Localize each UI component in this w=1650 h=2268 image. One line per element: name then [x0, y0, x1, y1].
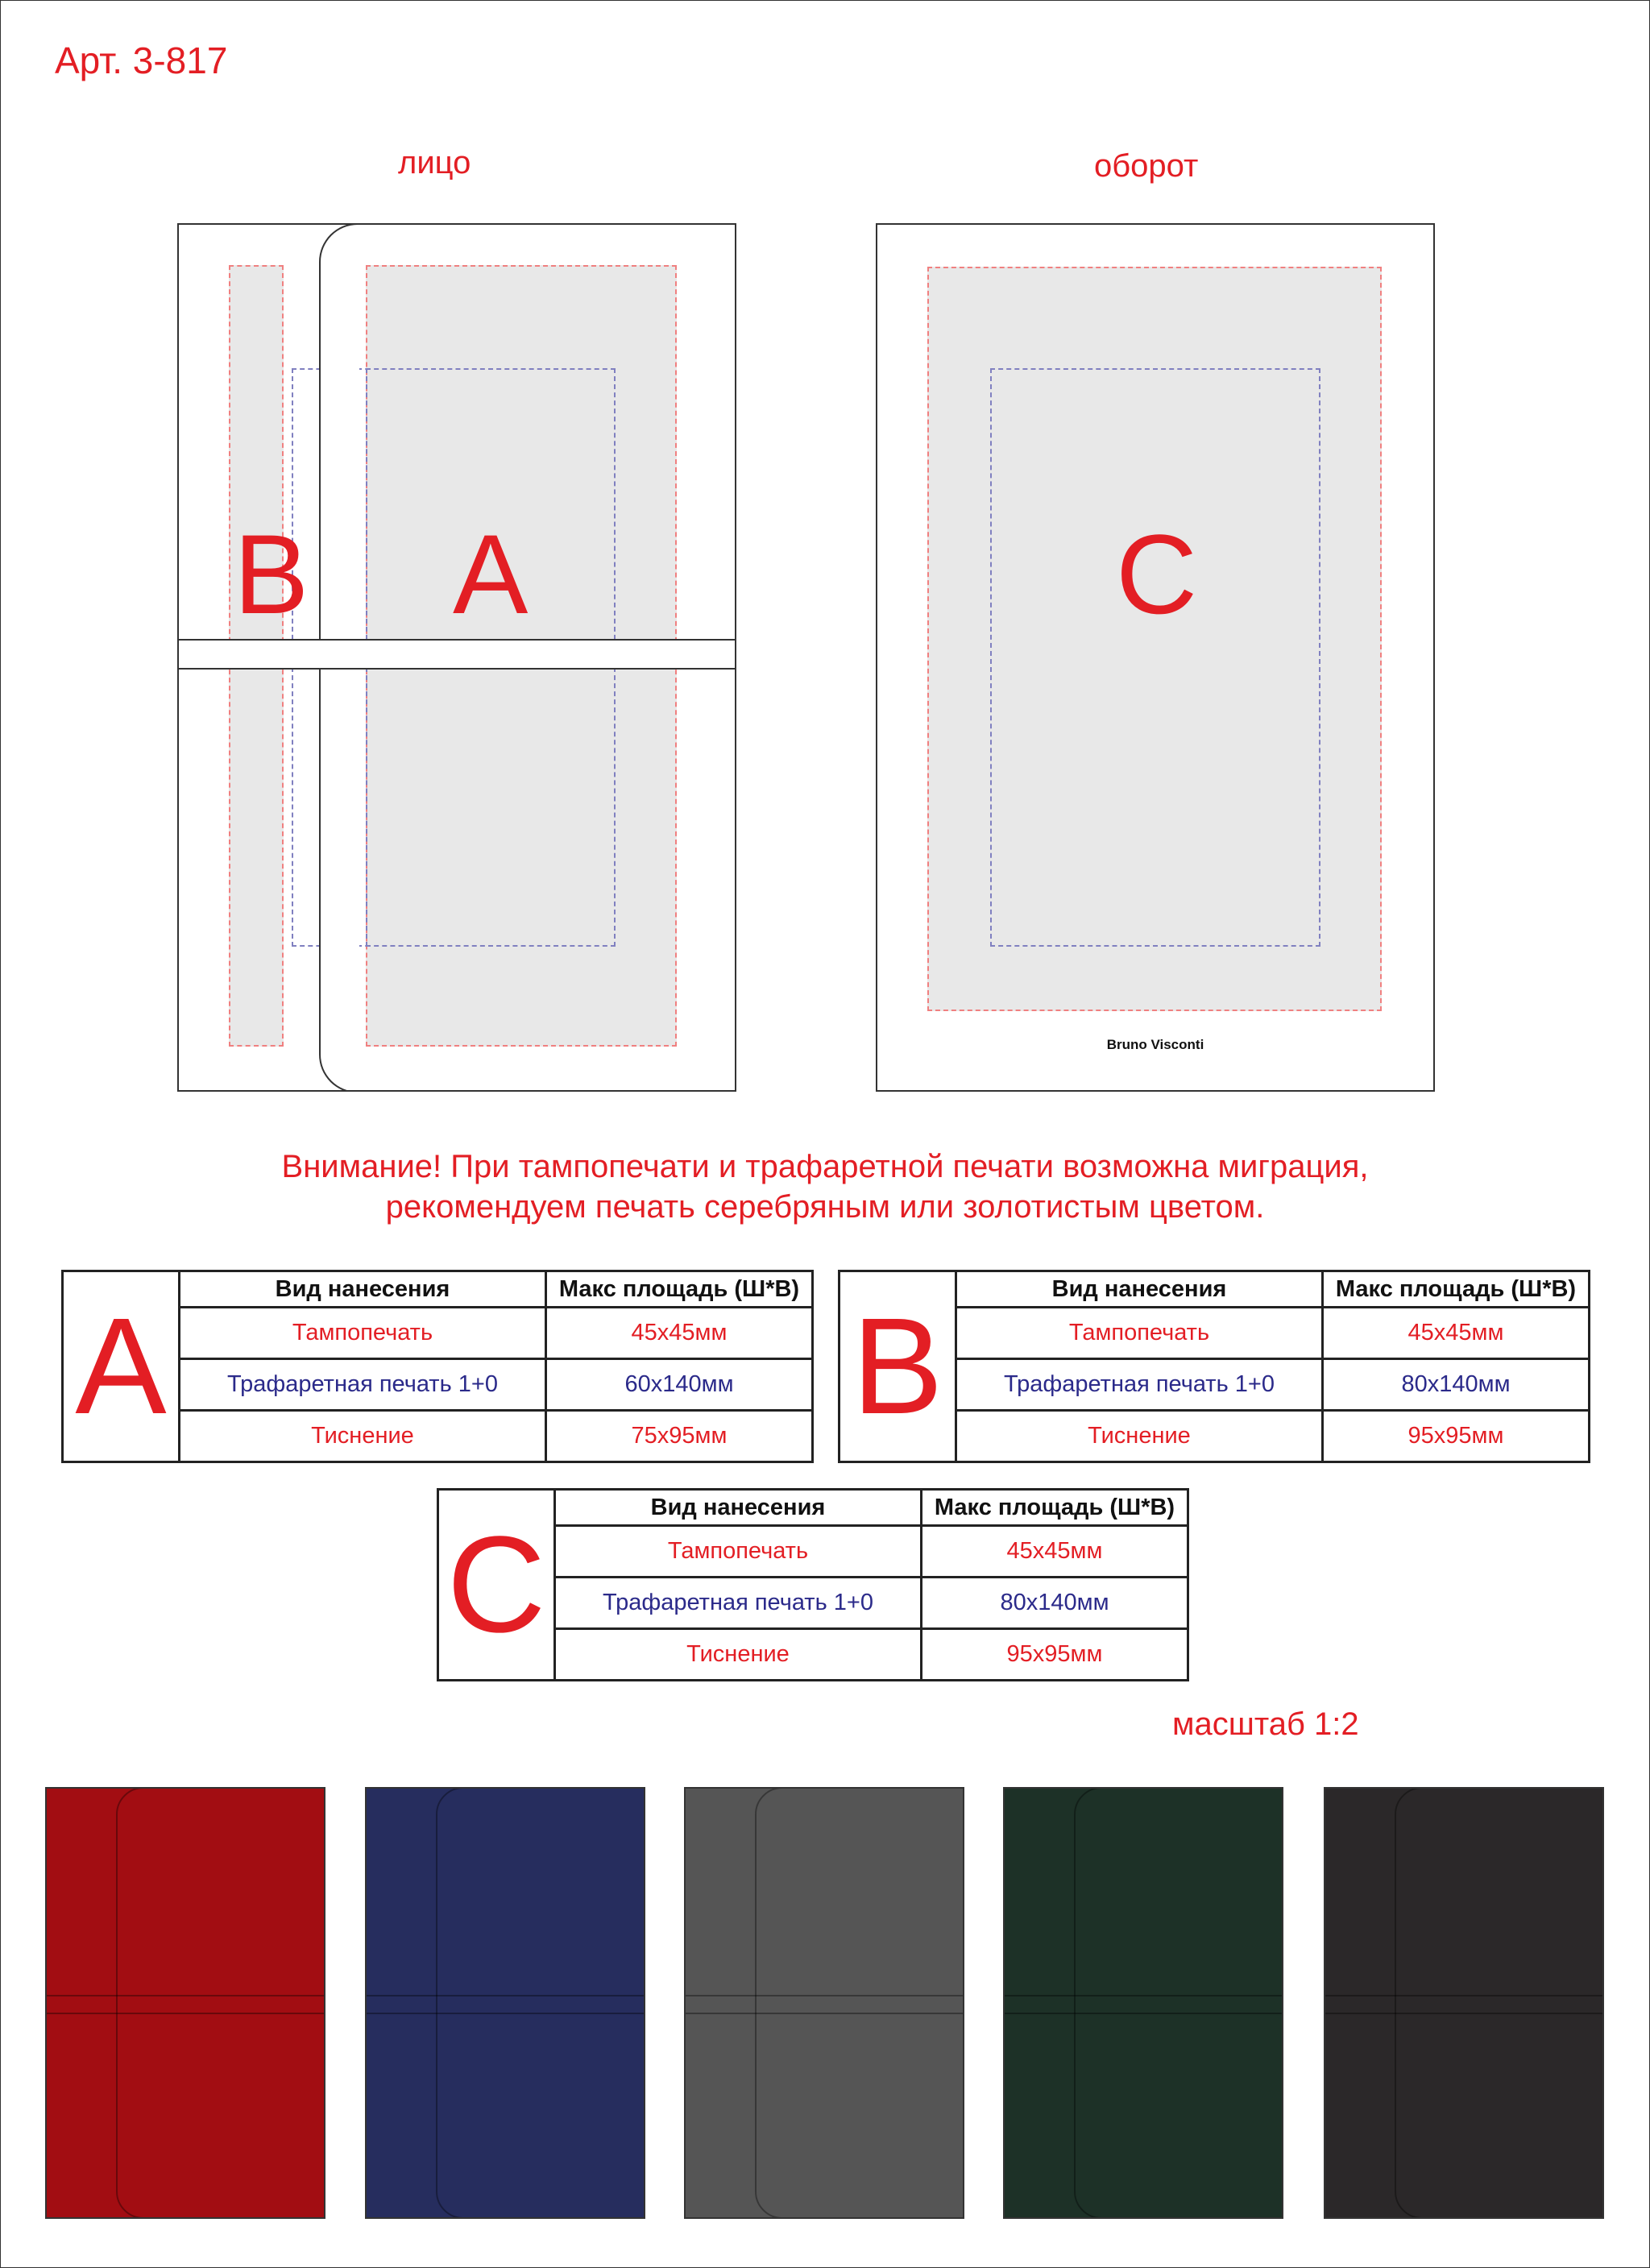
warning-line-2: рекомендуем печать серебряным или золотистым цветом. [385, 1189, 1265, 1225]
table-a-area: 60x140мм [546, 1359, 813, 1411]
table-a-header-method: Вид нанесения [180, 1271, 546, 1308]
table-c-area: 80x140мм [922, 1578, 1188, 1629]
warning-line-1: Внимание! При тампопечати и трафаретной печати возможна миграция, [281, 1149, 1369, 1184]
table-b-header-method: Вид нанесения [956, 1271, 1323, 1308]
table-c-method: Трафаретная печать 1+0 [555, 1578, 922, 1629]
zone-c-letter: C [1116, 511, 1198, 637]
table-b-area: 80x140мм [1323, 1359, 1590, 1411]
brand-label: Bruno Visconti [1106, 1037, 1204, 1052]
table-b-method: Трафаретная печать 1+0 [956, 1359, 1323, 1411]
swatch-band [47, 1995, 324, 2014]
table-c-method: Тиснение [555, 1629, 922, 1681]
zone-c-inner [990, 368, 1320, 947]
table-c-letter: C [438, 1490, 555, 1681]
color-swatch-gray [684, 1787, 964, 2219]
table-c-header-method: Вид нанесения [555, 1490, 922, 1526]
color-swatch-blue [365, 1787, 645, 2219]
swatch-band [1325, 1995, 1602, 2014]
front-panel [177, 223, 736, 1092]
table-b-header-area: Макс площадь (Ш*В) [1323, 1271, 1590, 1308]
front-view-label: лицо [398, 145, 471, 180]
color-swatch-black [1324, 1787, 1604, 2219]
scale-label: масштаб 1:2 [1172, 1706, 1359, 1742]
back-panel [876, 223, 1435, 1092]
swatch-band [686, 1995, 963, 2014]
table-a-method: Тампопечать [180, 1308, 546, 1359]
table-b-letter: B [840, 1271, 956, 1462]
back-view-label: оборот [1094, 148, 1199, 184]
elastic-band [177, 639, 736, 670]
table-c-method: Тампопечать [555, 1526, 922, 1578]
table-c-header-area: Макс площадь (Ш*В) [922, 1490, 1188, 1526]
table-b-method: Тампопечать [956, 1308, 1323, 1359]
table-a-header-area: Макс площадь (Ш*В) [546, 1271, 813, 1308]
table-b-area: 95x95мм [1323, 1411, 1590, 1462]
table-a-method: Трафаретная печать 1+0 [180, 1359, 546, 1411]
swatch-band [367, 1995, 644, 2014]
table-a-method: Тиснение [180, 1411, 546, 1462]
table-a-area: 45x45мм [546, 1308, 813, 1359]
color-swatch-green [1003, 1787, 1283, 2219]
spec-table-c [437, 1488, 1189, 1681]
swatch-band [1005, 1995, 1282, 2014]
table-b-area: 45x45мм [1323, 1308, 1590, 1359]
spec-table-a [61, 1270, 814, 1463]
table-a-area: 75x95мм [546, 1411, 813, 1462]
zone-a-letter: A [453, 511, 529, 637]
table-c-area: 95x95мм [922, 1629, 1188, 1681]
table-c-area: 45x45мм [922, 1526, 1188, 1578]
article-title: Арт. 3-817 [55, 39, 228, 81]
spec-table-b [838, 1270, 1590, 1463]
zone-b-letter: B [234, 511, 309, 637]
color-swatch-red [45, 1787, 325, 2219]
table-b-method: Тиснение [956, 1411, 1323, 1462]
table-a-letter: A [63, 1271, 180, 1462]
